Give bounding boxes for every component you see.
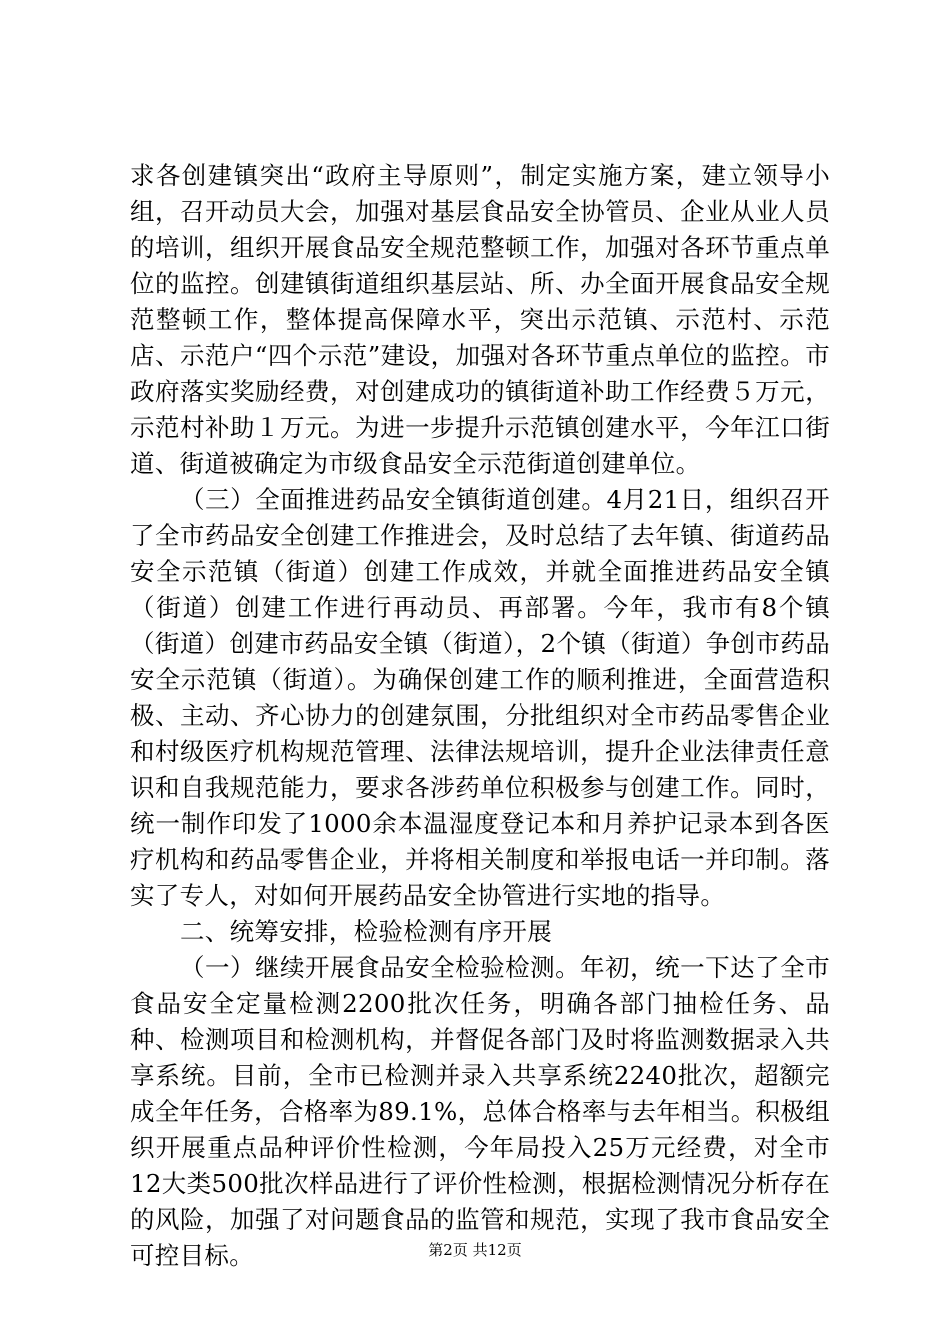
paragraph-drug-safety-town-creation: （三）全面推进药品安全镇街道创建。4月21日，组织召开了全市药品安全创建工作推进会，及时总结了去年镇、街道药品安全示范镇（街道）创建工作成效，并就全面推进药品安全镇（街道）创建工作进行再动员、再部署。今年，我市有8个镇（街道）创建市药品安全镇（街道），2个镇（街道）争创市药品安全示范镇（街道）。为确保创建工作的顺利推进，全面营造积极、主动、齐心协力的创建氛围，分批组织对全市药品零售企业和村级医疗机构规范管理、法律法规培训，提升企业法律责任意识和自我规范能力，要求各涉药单位积极参与创建工作。同时，统一制作印发了1000余本温湿度登记本和月养护记录本到各医疗机构和药品零售企业，并将相关制度和举报电话一并印制。落实了专人，对如何开展药品安全协管进行实地的指导。 [130, 485, 830, 910]
section-heading-inspection-testing: 二、统筹安排，检验检测有序开展 [180, 917, 552, 946]
page-number-footer: 第2页 共12页 [428, 1241, 522, 1259]
paragraph-food-safety-town-continuation: 求各创建镇突出“政府主导原则”，制定实施方案，建立领导小组，召开动员大会，加强对基层食品安全协管员、企业从业人员的培训，组织开展食品安全规范整顿工作，加强对各环节重点单位的监控。创建镇街道组织基层站、所、办全面开展食品安全规范整顿工作，整体提高保障水平，突出示范镇、示范村、示范店、示范户“四个示范”建设，加强对各环节重点单位的监控。市政府落实奖励经费，对创建成功的镇街道补助工作经费５万元，示范村补助１万元。为进一步提升示范镇创建水平，今年江口街道、街道被确定为市级食品安全示范街道创建单位。 [130, 161, 830, 478]
document-body [130, 158, 830, 1274]
paragraph-food-safety-testing: （一）继续开展食品安全检验检测。年初，统一下达了全市食品安全定量检测2200批次任务，明确各部门抽检任务、品种、检测项目和检测机构，并督促各部门及时将监测数据录入共享系统。目前，全市已检测并录入共享系统2240批次，超额完成全年任务，合格率为89.1%，总体合格率与去年相当。积极组织开展重点品种评价性检测，今年局投入25万元经费，对全市12大类500批次样品进行了评价性检测，根据检测情况分析存在的风险，加强了对问题食品的监管和规范，实现了我市食品安全可控目标。 [130, 953, 830, 1270]
